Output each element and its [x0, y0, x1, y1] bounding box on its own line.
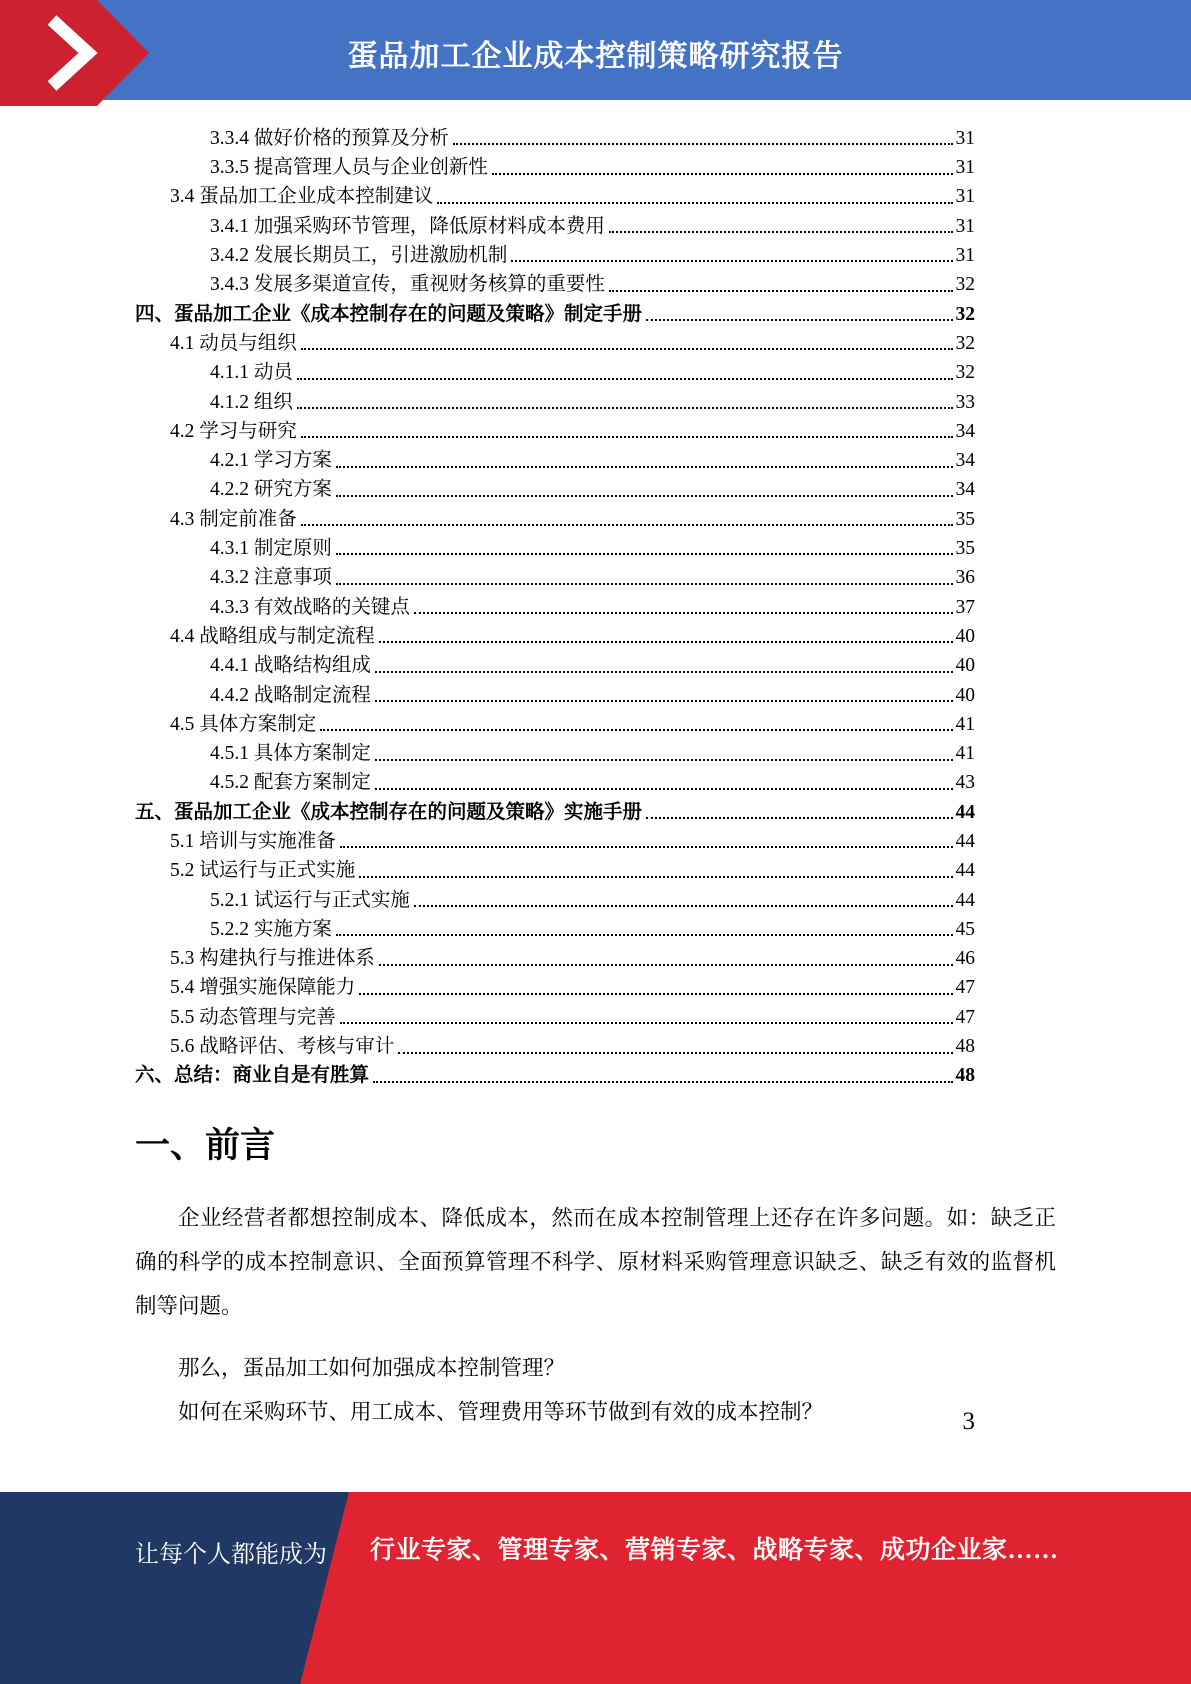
- toc-dot-leader: [301, 348, 953, 350]
- toc-entry[interactable]: [135, 179, 975, 208]
- toc-entry-label: 4.4 战略组成与制定流程: [170, 625, 375, 647]
- toc-entry-page: 37: [955, 596, 975, 618]
- toc-dot-leader: [609, 231, 953, 233]
- toc-entry[interactable]: [135, 823, 975, 852]
- toc-dot-leader: [511, 260, 952, 262]
- toc-entry-label: 4.2.1 学习方案: [210, 450, 332, 472]
- toc-entry[interactable]: [135, 794, 975, 823]
- toc-entry-page: 43: [955, 772, 975, 794]
- toc-dot-leader: [359, 876, 952, 878]
- toc-dot-leader: [646, 319, 952, 321]
- page-footer: [0, 1492, 1191, 1684]
- toc-entry-label: 5.4 增强实施保障能力: [170, 977, 356, 999]
- toc-entry[interactable]: [135, 647, 975, 676]
- toc-entry-label: 4.3.1 制定原则: [210, 538, 332, 560]
- toc-entry-label: 5.3 构建执行与推进体系: [170, 948, 375, 970]
- toc-dot-leader: [301, 524, 953, 526]
- toc-entry-label: 4.5.1 具体方案制定: [210, 743, 371, 765]
- toc-entry-label: 4.3.3 有效战略的关键点: [210, 596, 410, 618]
- footer-slogan-right: 行业专家、管理专家、营销专家、战略专家、成功企业家……: [370, 1537, 1059, 1564]
- toc-entry-page: 48: [955, 1065, 975, 1087]
- toc-dot-leader: [609, 290, 953, 292]
- toc-entry-label: 4.5 具体方案制定: [170, 713, 317, 735]
- toc-entry[interactable]: [135, 765, 975, 794]
- toc-entry[interactable]: [135, 559, 975, 588]
- toc-entry-label: 六、总结：商业自是有胜算: [135, 1065, 370, 1087]
- toc-dot-leader: [379, 964, 953, 966]
- footer-red-band: [0, 1492, 1191, 1684]
- toc-entry-page: 32: [955, 303, 975, 325]
- toc-entry-label: 4.1.1 动员: [210, 362, 293, 384]
- toc-entry[interactable]: [135, 413, 975, 442]
- toc-dot-leader: [375, 788, 953, 790]
- toc-entry-label: 5.5 动态管理与完善: [170, 1006, 336, 1028]
- toc-entry-label: 5.2 试运行与正式实施: [170, 860, 356, 882]
- toc-entry-page: 44: [955, 889, 975, 911]
- toc-entry-label: 4.1.2 组织: [210, 391, 293, 413]
- toc-entry-label: 3.3.4 做好价格的预算及分析: [210, 127, 449, 149]
- toc-entry-page: 31: [955, 127, 975, 149]
- toc-entry-page: 32: [955, 332, 975, 354]
- toc-entry-page: 44: [955, 860, 975, 882]
- toc-entry-page: 47: [955, 1006, 975, 1028]
- toc-dot-leader: [492, 173, 953, 175]
- toc-entry[interactable]: [135, 354, 975, 383]
- toc-entry-page: 32: [955, 362, 975, 384]
- toc-entry[interactable]: [135, 970, 975, 999]
- toc-dot-leader: [336, 495, 953, 497]
- toc-dot-leader: [320, 729, 952, 731]
- toc-entry-page: 34: [955, 420, 975, 442]
- toc-dot-leader: [359, 993, 952, 995]
- page-header: [0, 0, 1191, 100]
- toc-entry-label: 4.4.2 战略制定流程: [210, 684, 371, 706]
- toc-dot-leader: [336, 553, 953, 555]
- toc-entry-label: 4.2.2 研究方案: [210, 479, 332, 501]
- toc-entry-label: 4.3 制定前准备: [170, 508, 297, 530]
- toc-dot-leader: [375, 671, 953, 673]
- report-title: 蛋品加工企业成本控制策略研究报告: [347, 40, 844, 73]
- toc-entry[interactable]: [135, 208, 975, 237]
- toc-entry-label: 3.3.5 提高管理人员与企业创新性: [210, 157, 488, 179]
- toc-entry[interactable]: [135, 530, 975, 559]
- toc-entry-page: 32: [955, 274, 975, 296]
- toc-entry-label: 3.4.2 发展长期员工，引进激励机制: [210, 245, 508, 267]
- toc-entry[interactable]: [135, 677, 975, 706]
- section-heading-foreword: 一、前言: [135, 1126, 276, 1165]
- toc-entry[interactable]: [135, 940, 975, 969]
- toc-entry[interactable]: [135, 618, 975, 647]
- toc-entry-label: 4.3.2 注意事项: [210, 567, 332, 589]
- toc-entry-label: 4.2 学习与研究: [170, 420, 297, 442]
- toc-dot-leader: [646, 817, 952, 819]
- toc-entry-page: 40: [955, 684, 975, 706]
- toc-entry[interactable]: [135, 149, 975, 178]
- toc-entry-page: 31: [955, 215, 975, 237]
- toc-entry-page: 41: [955, 713, 975, 735]
- toc-entry-label: 5.1 培训与实施准备: [170, 830, 336, 852]
- toc-entry-label: 4.4.1 战略结构组成: [210, 655, 371, 677]
- toc-entry[interactable]: [135, 1028, 975, 1057]
- toc-entry-page: 48: [955, 1036, 975, 1058]
- toc-entry-label: 5.2.2 实施方案: [210, 918, 332, 940]
- toc-dot-leader: [336, 466, 953, 468]
- toc-entry-page: 36: [955, 567, 975, 589]
- toc-entry-page: 34: [955, 450, 975, 472]
- toc-dot-leader: [375, 759, 953, 761]
- toc-entry[interactable]: [135, 589, 975, 618]
- toc-dot-leader: [301, 436, 953, 438]
- toc-entry[interactable]: [135, 442, 975, 471]
- toc-entry[interactable]: [135, 501, 975, 530]
- toc-dot-leader: [375, 700, 953, 702]
- footer-slogan-left: 让每个人都能成为: [135, 1541, 327, 1568]
- toc-entry-page: 44: [955, 801, 975, 823]
- toc-dot-leader: [379, 641, 953, 643]
- toc-entry-page: 33: [955, 391, 975, 413]
- toc-entry-label: 4.5.2 配套方案制定: [210, 772, 371, 794]
- paragraph-question-2: 如何在采购环节、用工成本、管理费用等环节做到有效的成本控制？: [178, 1400, 824, 1424]
- toc-dot-leader: [414, 612, 953, 614]
- toc-entry[interactable]: [135, 472, 975, 501]
- toc-entry-page: 41: [955, 743, 975, 765]
- toc-entry-label: 5.2.1 试运行与正式实施: [210, 889, 410, 911]
- toc-entry-page: 45: [955, 918, 975, 940]
- toc-entry[interactable]: [135, 911, 975, 940]
- toc-entry-page: 35: [955, 538, 975, 560]
- toc-entry-page: 31: [955, 186, 975, 208]
- toc-entry[interactable]: [135, 882, 975, 911]
- toc-entry-label: 五、蛋品加工企业《成本控制存在的问题及策略》实施手册: [135, 801, 643, 823]
- toc-entry-page: 34: [955, 479, 975, 501]
- toc-entry-label: 3.4.3 发展多渠道宣传，重视财务核算的重要性: [210, 274, 605, 296]
- toc-dot-leader: [297, 378, 953, 380]
- toc-entry[interactable]: [135, 735, 975, 764]
- toc-entry-page: 40: [955, 625, 975, 647]
- toc-entry-page: 46: [955, 948, 975, 970]
- toc-dot-leader: [297, 407, 953, 409]
- page-number: 3: [962, 1408, 975, 1435]
- toc-dot-leader: [398, 1052, 952, 1054]
- toc-entry[interactable]: [135, 266, 975, 295]
- toc-dot-leader: [336, 934, 953, 936]
- toc-dot-leader: [340, 1022, 953, 1024]
- toc-dot-leader: [340, 846, 953, 848]
- toc-entry-page: 40: [955, 655, 975, 677]
- toc-dot-leader: [414, 905, 953, 907]
- toc-entry-page: 47: [955, 977, 975, 999]
- body-text: [135, 1196, 1056, 1434]
- toc-entry[interactable]: [135, 120, 975, 149]
- red-arrow-icon: [0, 0, 150, 106]
- toc-dot-leader: [373, 1081, 952, 1083]
- toc-entry[interactable]: [135, 852, 975, 881]
- toc-entry[interactable]: [135, 706, 975, 735]
- paragraph-intro: 企业经营者都想控制成本、降低成本，然而在成本控制管理上还存在许多问题。如：缺乏正确的科学的成本控制意识、全面预算管理不科学、原材料采购管理意识缺乏、缺乏有效的监督机制等问题。: [135, 1206, 1056, 1318]
- paragraph-question-1: 那么，蛋品加工如何加强成本控制管理？: [178, 1356, 566, 1380]
- toc-entry-label: 5.6 战略评估、考核与审计: [170, 1036, 395, 1058]
- toc-entry[interactable]: [135, 999, 975, 1028]
- toc-entry[interactable]: [135, 325, 975, 354]
- toc-entry-label: 3.4.1 加强采购环节管理，降低原材料成本费用: [210, 215, 605, 237]
- toc-entry-label: 四、蛋品加工企业《成本控制存在的问题及策略》制定手册: [135, 303, 643, 325]
- toc-dot-leader: [453, 143, 953, 145]
- table-of-contents: [135, 120, 975, 1087]
- toc-entry-page: 35: [955, 508, 975, 530]
- toc-entry[interactable]: [135, 384, 975, 413]
- toc-dot-leader: [437, 202, 952, 204]
- toc-entry-page: 44: [955, 830, 975, 852]
- toc-entry-label: 4.1 动员与组织: [170, 332, 297, 354]
- toc-entry-page: 31: [955, 157, 975, 179]
- toc-entry-label: 3.4 蛋品加工企业成本控制建议: [170, 186, 434, 208]
- toc-entry[interactable]: [135, 296, 975, 325]
- toc-entry[interactable]: [135, 1058, 975, 1087]
- toc-dot-leader: [336, 583, 953, 585]
- toc-entry-page: 31: [955, 245, 975, 267]
- toc-entry[interactable]: [135, 237, 975, 266]
